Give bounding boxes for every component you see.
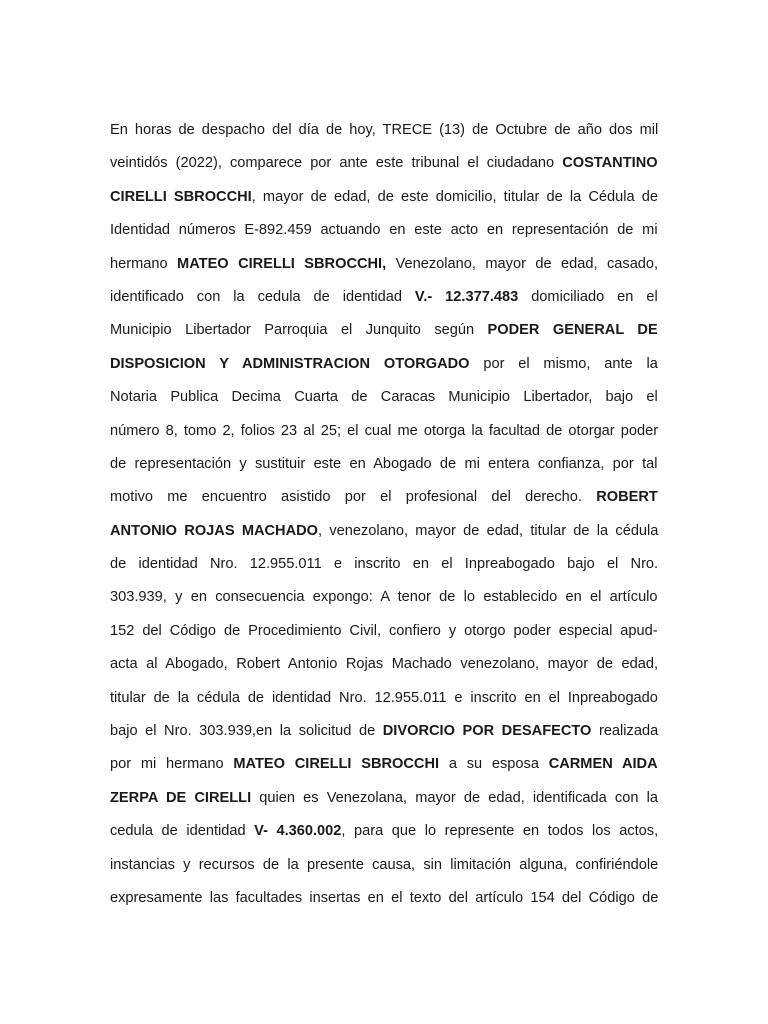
text-run: , venezolano, mayor de edad, titular de la cédula [318,522,659,539]
text-line [110,817,658,850]
text-line [110,183,658,216]
text-run: Notaria Publica Decima Cuarta de Caracas Municipio Libertador, bajo el [110,389,658,406]
bold-text-run: COSTANTINO [562,155,658,172]
text-line [110,851,658,884]
bold-text-run: DISPOSICION Y ADMINISTRACION OTORGADO [110,355,470,372]
text-line [110,517,658,550]
text-line [110,350,658,383]
text-run: En horas de despacho del día de hoy, TRECE (13) de Octubre de año dos mil [110,122,659,138]
text-run: cedula de identidad [110,823,255,840]
text-line [110,483,658,516]
text-run: de identidad Nro. 12.955.011 e inscrito en el Inpreabogado bajo el Nro. [110,556,659,573]
text-line [110,717,658,750]
bold-text-run: PODER GENERAL DE [487,322,658,339]
text-line [110,283,658,316]
text-run: motivo me encuentro asistido por el profesional del derecho. [110,489,597,506]
bold-text-run: ROBERT [596,489,658,506]
text-line [110,550,658,583]
text-run: veintidós (2022), comparece por ante este tribunal el ciudadano [110,155,563,172]
bold-text-run: V- 4.360.002 [254,823,342,840]
text-run: , para que lo represente en todos los actos, [341,823,659,840]
text-line [110,116,658,149]
bold-text-run: ZERPA DE CIRELLI [110,789,252,806]
document-body [110,116,658,917]
text-run: Municipio Libertador Parroquia el Junquito según [110,322,488,339]
text-run: por mi hermano [110,756,234,773]
text-run: titular de la cédula de identidad Nro. 12.955.011 e inscrito en el Inpreabogado [110,689,658,706]
text-run: 303.939, y en consecuencia expongo: A tenor de lo establecido en el artículo [110,589,658,606]
text-run: Venezolano, mayor de edad, casado, [386,255,659,272]
bold-text-run: CIRELLI SBROCCHI [110,188,252,205]
text-run: hermano [110,255,178,272]
text-run: a su esposa [439,756,549,773]
text-line [110,450,658,483]
text-line [110,383,658,416]
text-line [110,316,658,349]
text-run: número 8, tomo 2, folios 23 al 25; el cual me otorga la facultad de otorgar poder [110,422,659,439]
text-line [110,417,658,450]
text-run: realizada [591,723,659,740]
text-run: identificado con la cedula de identidad [110,288,415,305]
text-line [110,884,658,917]
text-run: domiciliado en el [518,288,658,305]
text-line [110,784,658,817]
bold-text-run: ANTONIO ROJAS MACHADO [110,522,319,539]
text-line [110,650,658,683]
text-run: quien es Venezolana, mayor de edad, identificada con la [251,789,658,806]
text-run: por el mismo, ante la [469,355,658,372]
text-run: bajo el Nro. 303.939,en la solicitud de [110,723,383,740]
text-run: 152 del Código de Procedimiento Civil, confiero y otorgo poder especial apud- [110,622,658,639]
text-run: , mayor de edad, de este domicilio, titular de la Cédula de [251,188,658,205]
bold-text-run: CARMEN AIDA [548,756,658,773]
text-line [110,684,658,717]
text-run: de representación y sustituir este en Abogado de mi entera confianza, por tal [110,455,658,472]
text-run: expresamente las facultades insertas en el texto del artículo 154 del Código de [110,889,659,906]
bold-text-run: DIVORCIO POR DESAFECTO [382,723,592,740]
text-line [110,583,658,616]
text-line [110,216,658,249]
text-run: acta al Abogado, Robert Antonio Rojas Machado venezolano, mayor de edad, [110,656,659,673]
bold-text-run: V.- 12.377.483 [414,288,519,305]
bold-text-run: MATEO CIRELLI SBROCCHI [233,756,440,773]
text-line [110,250,658,283]
text-run: Identidad números E-892.459 actuando en este acto en representación de mi [110,222,658,239]
text-run: instancias y recursos de la presente causa, sin limitación alguna, confiriéndole [110,856,659,873]
text-line [110,617,658,650]
text-line [110,750,658,783]
text-line [110,149,658,182]
bold-text-run: MATEO CIRELLI SBROCCHI, [177,255,387,272]
